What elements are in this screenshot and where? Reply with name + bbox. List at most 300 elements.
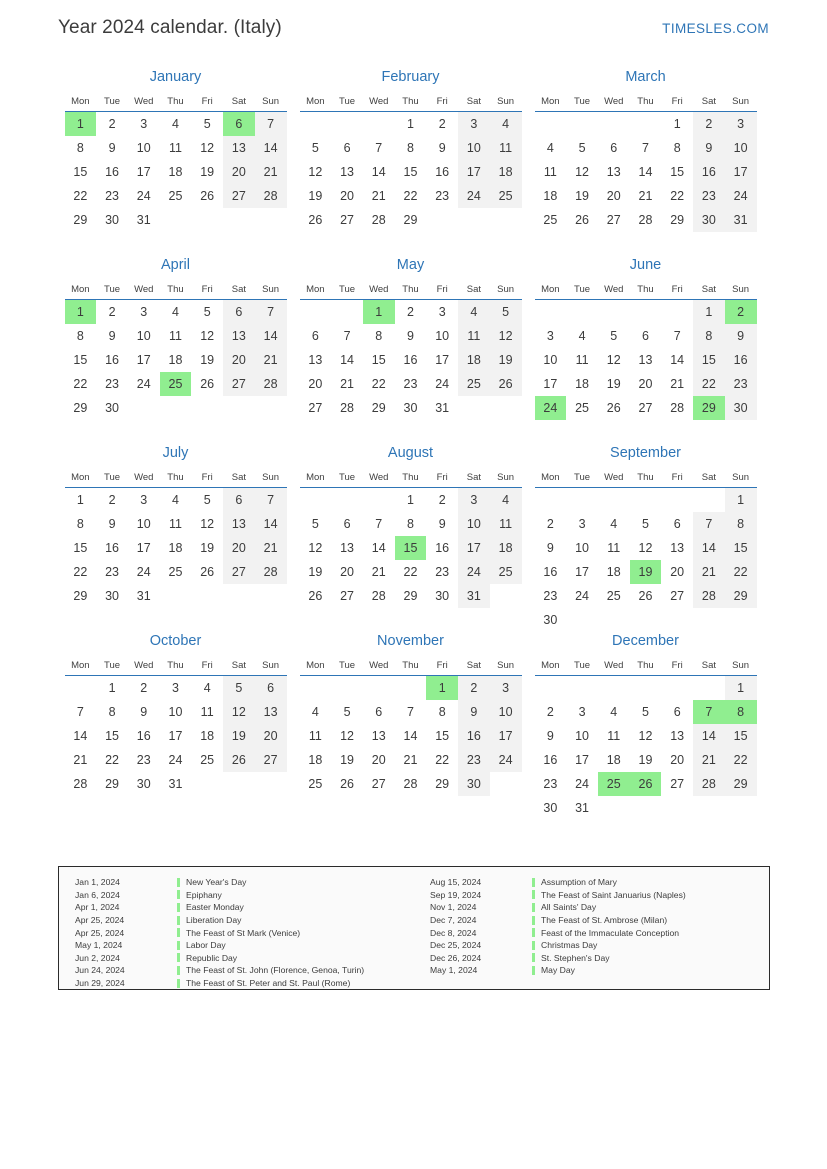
day-cell[interactable]: 23 — [543, 777, 558, 791]
day-cell[interactable]: 2 — [693, 112, 725, 137]
day-cell[interactable]: 12 — [308, 541, 323, 555]
day-cell[interactable]: 19 — [200, 165, 215, 179]
day-cell[interactable]: 19 — [606, 377, 621, 391]
day-cell[interactable]: 3 — [458, 488, 490, 513]
day-cell[interactable]: 7 — [375, 517, 383, 531]
day-cell[interactable]: 21 — [340, 377, 354, 391]
day-cell[interactable]: 3 — [140, 493, 148, 507]
day-cell[interactable]: 17 — [543, 377, 558, 391]
day-cell[interactable]: 2 — [108, 493, 116, 507]
day-cell[interactable]: 6 — [343, 517, 351, 531]
day-cell[interactable]: 12 — [340, 729, 354, 743]
day-cell[interactable]: 5 — [223, 676, 255, 701]
day-cell[interactable]: 16 — [105, 165, 119, 179]
day-cell[interactable]: 25 — [168, 565, 183, 579]
day-cell[interactable]: 9 — [438, 517, 446, 531]
day-cell[interactable]: 3 — [438, 305, 446, 319]
day-cell[interactable]: 4 — [171, 117, 179, 131]
day-cell[interactable]: 10 — [136, 329, 151, 343]
day-cell[interactable]: 9 — [108, 141, 116, 155]
day-cell[interactable]: 12 — [490, 324, 522, 348]
day-cell[interactable]: 23 — [105, 189, 119, 203]
day-cell[interactable]: 13 — [340, 541, 354, 555]
day-cell[interactable]: 23 — [458, 748, 490, 772]
day-cell[interactable]: 9 — [458, 700, 490, 724]
day-cell[interactable]: 22 — [403, 565, 418, 579]
day-cell[interactable]: 16 — [105, 541, 119, 555]
day-cell[interactable]: 29 — [435, 777, 450, 791]
day-cell[interactable]: 19 — [490, 348, 522, 372]
day-cell[interactable]: 14 — [73, 729, 88, 743]
day-cell[interactable]: 7 — [673, 329, 681, 343]
day-cell[interactable]: 29 — [73, 213, 88, 227]
day-cell[interactable]: 26 — [606, 401, 621, 415]
day-cell[interactable]: 14 — [371, 541, 386, 555]
day-cell[interactable]: 22 — [371, 377, 386, 391]
day-cell[interactable]: 25 — [606, 589, 621, 603]
day-cell[interactable]: 21 — [255, 536, 287, 560]
day-cell[interactable]: 12 — [200, 141, 215, 155]
day-cell[interactable]: 1 — [725, 676, 757, 701]
day-cell[interactable]: 18 — [543, 189, 558, 203]
day-cell[interactable]: 28 — [638, 213, 653, 227]
day-cell[interactable]: 29 — [403, 589, 418, 603]
day-cell[interactable]: 16 — [435, 541, 450, 555]
day-cell[interactable]: 9 — [438, 141, 446, 155]
day-cell[interactable]: 21 — [73, 753, 88, 767]
day-cell[interactable]: 30 — [435, 589, 450, 603]
day-cell-holiday[interactable]: 19 — [630, 560, 662, 584]
day-cell[interactable]: 6 — [673, 517, 681, 531]
day-cell[interactable]: 3 — [171, 681, 179, 695]
day-cell[interactable]: 20 — [223, 160, 255, 184]
day-cell[interactable]: 9 — [725, 324, 757, 348]
day-cell[interactable]: 30 — [105, 213, 119, 227]
day-cell[interactable]: 13 — [606, 165, 621, 179]
day-cell[interactable]: 22 — [725, 560, 757, 584]
day-cell[interactable]: 8 — [673, 141, 681, 155]
day-cell[interactable]: 29 — [105, 777, 119, 791]
day-cell[interactable]: 18 — [168, 353, 183, 367]
day-cell[interactable]: 20 — [638, 377, 653, 391]
day-cell[interactable]: 11 — [168, 329, 182, 343]
day-cell[interactable]: 31 — [168, 777, 183, 791]
day-cell[interactable]: 24 — [575, 589, 589, 603]
day-cell[interactable]: 21 — [638, 189, 653, 203]
day-cell[interactable]: 12 — [200, 517, 215, 531]
day-cell[interactable]: 20 — [223, 348, 255, 372]
day-cell[interactable]: 3 — [490, 676, 522, 701]
day-cell[interactable]: 5 — [490, 300, 522, 325]
day-cell[interactable]: 25 — [490, 184, 522, 208]
day-cell[interactable]: 6 — [255, 676, 287, 701]
day-cell[interactable]: 9 — [406, 329, 414, 343]
day-cell[interactable]: 21 — [255, 160, 287, 184]
day-cell[interactable]: 24 — [490, 748, 522, 772]
day-cell-holiday[interactable]: 25 — [598, 772, 630, 796]
day-cell[interactable]: 10 — [575, 541, 589, 555]
day-cell[interactable]: 25 — [543, 213, 558, 227]
day-cell[interactable]: 8 — [725, 512, 757, 536]
day-cell[interactable]: 18 — [606, 565, 621, 579]
day-cell[interactable]: 13 — [223, 512, 255, 536]
day-cell[interactable]: 20 — [340, 565, 354, 579]
day-cell[interactable]: 11 — [607, 729, 621, 743]
day-cell-holiday[interactable]: 24 — [535, 396, 567, 420]
day-cell[interactable]: 29 — [403, 213, 418, 227]
day-cell[interactable]: 21 — [693, 748, 725, 772]
day-cell[interactable]: 24 — [725, 184, 757, 208]
day-cell[interactable]: 5 — [343, 705, 351, 719]
day-cell[interactable]: 27 — [638, 401, 653, 415]
day-cell[interactable]: 7 — [343, 329, 351, 343]
day-cell[interactable]: 13 — [223, 136, 255, 160]
day-cell[interactable]: 24 — [136, 565, 151, 579]
day-cell[interactable]: 27 — [371, 777, 386, 791]
day-cell[interactable]: 26 — [308, 589, 323, 603]
day-cell[interactable]: 4 — [311, 705, 319, 719]
day-cell[interactable]: 16 — [725, 348, 757, 372]
day-cell[interactable]: 24 — [136, 189, 151, 203]
day-cell[interactable]: 4 — [171, 493, 179, 507]
day-cell[interactable]: 10 — [136, 517, 151, 531]
day-cell[interactable]: 10 — [168, 705, 183, 719]
day-cell[interactable]: 23 — [403, 377, 418, 391]
day-cell[interactable]: 28 — [73, 777, 88, 791]
day-cell[interactable]: 6 — [641, 329, 649, 343]
day-cell[interactable]: 10 — [543, 353, 558, 367]
day-cell[interactable]: 26 — [223, 748, 255, 772]
day-cell[interactable]: 29 — [725, 584, 757, 608]
day-cell[interactable]: 27 — [670, 589, 685, 603]
day-cell[interactable]: 7 — [255, 300, 287, 325]
day-cell[interactable]: 17 — [575, 565, 589, 579]
day-cell[interactable]: 20 — [371, 753, 386, 767]
day-cell[interactable]: 4 — [578, 329, 586, 343]
day-cell[interactable]: 24 — [168, 753, 183, 767]
day-cell[interactable]: 14 — [340, 353, 354, 367]
day-cell[interactable]: 5 — [641, 517, 649, 531]
day-cell[interactable]: 17 — [725, 160, 757, 184]
day-cell[interactable]: 9 — [108, 329, 116, 343]
day-cell[interactable]: 6 — [223, 300, 255, 325]
day-cell-holiday[interactable]: 8 — [725, 700, 757, 724]
day-cell[interactable]: 15 — [73, 165, 88, 179]
day-cell[interactable]: 23 — [435, 189, 450, 203]
day-cell[interactable]: 14 — [255, 136, 287, 160]
day-cell[interactable]: 7 — [641, 141, 649, 155]
day-cell[interactable]: 6 — [311, 329, 319, 343]
day-cell[interactable]: 5 — [203, 117, 211, 131]
day-cell[interactable]: 11 — [168, 517, 182, 531]
day-cell[interactable]: 3 — [578, 517, 586, 531]
day-cell-holiday[interactable]: 29 — [693, 396, 725, 420]
day-cell[interactable]: 11 — [458, 324, 490, 348]
day-cell[interactable]: 3 — [546, 329, 554, 343]
day-cell[interactable]: 22 — [435, 753, 450, 767]
day-cell[interactable]: 7 — [255, 112, 287, 137]
day-cell[interactable]: 26 — [200, 189, 215, 203]
day-cell[interactable]: 20 — [606, 189, 621, 203]
day-cell[interactable]: 4 — [610, 705, 618, 719]
day-cell[interactable]: 19 — [638, 753, 653, 767]
day-cell[interactable]: 1 — [673, 117, 681, 131]
day-cell-holiday[interactable]: 1 — [363, 300, 395, 325]
day-cell[interactable]: 30 — [543, 613, 558, 627]
day-cell[interactable]: 11 — [308, 729, 322, 743]
day-cell[interactable]: 7 — [76, 705, 84, 719]
day-cell[interactable]: 12 — [223, 700, 255, 724]
day-cell[interactable]: 19 — [340, 753, 354, 767]
day-cell[interactable]: 28 — [255, 560, 287, 584]
day-cell[interactable]: 13 — [638, 353, 653, 367]
day-cell[interactable]: 22 — [105, 753, 119, 767]
day-cell[interactable]: 7 — [406, 705, 414, 719]
day-cell[interactable]: 31 — [136, 589, 151, 603]
day-cell[interactable]: 27 — [670, 777, 685, 791]
day-cell[interactable]: 16 — [136, 729, 151, 743]
day-cell[interactable]: 1 — [725, 488, 757, 513]
day-cell[interactable]: 17 — [435, 353, 450, 367]
day-cell[interactable]: 12 — [575, 165, 589, 179]
day-cell[interactable]: 5 — [311, 517, 319, 531]
day-cell[interactable]: 28 — [403, 777, 418, 791]
day-cell[interactable]: 8 — [406, 141, 414, 155]
day-cell[interactable]: 10 — [490, 700, 522, 724]
day-cell[interactable]: 14 — [670, 353, 685, 367]
day-cell[interactable]: 26 — [575, 213, 589, 227]
day-cell[interactable]: 25 — [575, 401, 589, 415]
day-cell[interactable]: 20 — [340, 189, 354, 203]
day-cell[interactable]: 4 — [490, 488, 522, 513]
day-cell[interactable]: 30 — [543, 801, 558, 815]
day-cell[interactable]: 23 — [435, 565, 450, 579]
day-cell[interactable]: 17 — [168, 729, 183, 743]
day-cell[interactable]: 11 — [543, 165, 557, 179]
day-cell[interactable]: 4 — [458, 300, 490, 325]
day-cell[interactable]: 5 — [203, 305, 211, 319]
day-cell[interactable]: 4 — [490, 112, 522, 137]
day-cell[interactable]: 27 — [223, 184, 255, 208]
day-cell[interactable]: 2 — [438, 117, 446, 131]
day-cell[interactable]: 2 — [438, 493, 446, 507]
day-cell[interactable]: 15 — [725, 536, 757, 560]
day-cell[interactable]: 17 — [136, 165, 151, 179]
day-cell[interactable]: 1 — [406, 117, 414, 131]
day-cell[interactable]: 11 — [490, 136, 522, 160]
day-cell[interactable]: 27 — [308, 401, 323, 415]
day-cell[interactable]: 28 — [670, 401, 685, 415]
day-cell[interactable]: 15 — [725, 724, 757, 748]
day-cell[interactable]: 11 — [607, 541, 621, 555]
day-cell[interactable]: 23 — [725, 372, 757, 396]
day-cell[interactable]: 13 — [371, 729, 386, 743]
day-cell[interactable]: 24 — [136, 377, 151, 391]
day-cell[interactable]: 8 — [375, 329, 383, 343]
day-cell[interactable]: 3 — [458, 112, 490, 137]
day-cell[interactable]: 7 — [255, 488, 287, 513]
day-cell[interactable]: 9 — [693, 136, 725, 160]
day-cell[interactable]: 8 — [438, 705, 446, 719]
day-cell[interactable]: 28 — [371, 589, 386, 603]
day-cell[interactable]: 31 — [458, 584, 490, 608]
day-cell[interactable]: 2 — [108, 117, 116, 131]
day-cell[interactable]: 6 — [223, 488, 255, 513]
day-cell[interactable]: 19 — [223, 724, 255, 748]
day-cell[interactable]: 6 — [610, 141, 618, 155]
day-cell[interactable]: 27 — [340, 213, 354, 227]
day-cell-holiday[interactable]: 1 — [426, 676, 458, 701]
day-cell[interactable]: 26 — [200, 565, 215, 579]
day-cell[interactable]: 18 — [575, 377, 589, 391]
day-cell[interactable]: 7 — [693, 512, 725, 536]
day-cell[interactable]: 9 — [546, 729, 554, 743]
day-cell[interactable]: 29 — [73, 589, 88, 603]
day-cell[interactable]: 1 — [76, 493, 84, 507]
day-cell[interactable]: 15 — [435, 729, 450, 743]
day-cell[interactable]: 14 — [255, 324, 287, 348]
day-cell[interactable]: 15 — [73, 541, 88, 555]
day-cell[interactable]: 13 — [670, 541, 685, 555]
day-cell[interactable]: 13 — [255, 700, 287, 724]
day-cell-holiday[interactable]: 15 — [395, 536, 427, 560]
day-cell[interactable]: 21 — [371, 189, 386, 203]
day-cell[interactable]: 25 — [200, 753, 215, 767]
day-cell[interactable]: 3 — [140, 117, 148, 131]
day-cell[interactable]: 14 — [693, 724, 725, 748]
day-cell[interactable]: 24 — [575, 777, 589, 791]
day-cell-holiday[interactable]: 2 — [725, 300, 757, 325]
day-cell[interactable]: 14 — [638, 165, 653, 179]
day-cell[interactable]: 5 — [610, 329, 618, 343]
day-cell[interactable]: 24 — [458, 560, 490, 584]
day-cell[interactable]: 19 — [308, 565, 323, 579]
day-cell-holiday[interactable]: 6 — [223, 112, 255, 137]
day-cell[interactable]: 3 — [140, 305, 148, 319]
day-cell[interactable]: 28 — [693, 584, 725, 608]
day-cell[interactable]: 27 — [223, 560, 255, 584]
day-cell[interactable]: 18 — [308, 753, 323, 767]
day-cell[interactable]: 4 — [546, 141, 554, 155]
day-cell[interactable]: 12 — [606, 353, 621, 367]
day-cell[interactable]: 11 — [200, 705, 214, 719]
day-cell[interactable]: 10 — [725, 136, 757, 160]
day-cell[interactable]: 28 — [255, 184, 287, 208]
day-cell[interactable]: 21 — [670, 377, 685, 391]
day-cell[interactable]: 20 — [308, 377, 323, 391]
day-cell[interactable]: 7 — [375, 141, 383, 155]
day-cell[interactable]: 17 — [490, 724, 522, 748]
day-cell[interactable]: 16 — [435, 165, 450, 179]
day-cell[interactable]: 30 — [105, 401, 119, 415]
day-cell-holiday[interactable]: 1 — [65, 300, 97, 325]
day-cell[interactable]: 9 — [546, 541, 554, 555]
day-cell[interactable]: 2 — [108, 305, 116, 319]
day-cell[interactable]: 21 — [403, 753, 418, 767]
day-cell[interactable]: 26 — [638, 589, 653, 603]
day-cell[interactable]: 10 — [435, 329, 450, 343]
day-cell[interactable]: 31 — [725, 208, 757, 232]
day-cell[interactable]: 10 — [458, 136, 490, 160]
day-cell[interactable]: 4 — [203, 681, 211, 695]
day-cell[interactable]: 15 — [670, 165, 685, 179]
day-cell[interactable]: 26 — [340, 777, 354, 791]
day-cell[interactable]: 28 — [255, 372, 287, 396]
day-cell[interactable]: 19 — [575, 189, 589, 203]
day-cell[interactable]: 22 — [73, 565, 88, 579]
day-cell[interactable]: 30 — [403, 401, 418, 415]
day-cell[interactable]: 16 — [403, 353, 418, 367]
day-cell[interactable]: 2 — [458, 676, 490, 701]
day-cell[interactable]: 9 — [140, 705, 148, 719]
day-cell[interactable]: 10 — [136, 141, 151, 155]
day-cell[interactable]: 6 — [375, 705, 383, 719]
day-cell[interactable]: 5 — [203, 493, 211, 507]
day-cell[interactable]: 16 — [543, 753, 558, 767]
day-cell[interactable]: 23 — [136, 753, 151, 767]
day-cell[interactable]: 18 — [490, 536, 522, 560]
day-cell[interactable]: 22 — [693, 372, 725, 396]
day-cell[interactable]: 20 — [223, 536, 255, 560]
day-cell[interactable]: 10 — [458, 512, 490, 536]
day-cell[interactable]: 14 — [255, 512, 287, 536]
day-cell[interactable]: 25 — [458, 372, 490, 396]
day-cell[interactable]: 21 — [693, 560, 725, 584]
day-cell[interactable]: 5 — [311, 141, 319, 155]
day-cell-holiday[interactable]: 1 — [65, 112, 97, 137]
day-cell[interactable]: 18 — [606, 753, 621, 767]
day-cell[interactable]: 28 — [693, 772, 725, 796]
day-cell[interactable]: 29 — [670, 213, 685, 227]
day-cell[interactable]: 9 — [108, 517, 116, 531]
day-cell[interactable]: 17 — [575, 753, 589, 767]
day-cell[interactable]: 29 — [73, 401, 88, 415]
day-cell[interactable]: 21 — [255, 348, 287, 372]
day-cell[interactable]: 17 — [136, 353, 151, 367]
day-cell[interactable]: 29 — [725, 772, 757, 796]
day-cell[interactable]: 27 — [223, 372, 255, 396]
day-cell[interactable]: 13 — [223, 324, 255, 348]
day-cell[interactable]: 22 — [73, 377, 88, 391]
day-cell[interactable]: 8 — [693, 324, 725, 348]
day-cell[interactable]: 26 — [200, 377, 215, 391]
day-cell[interactable]: 30 — [458, 772, 490, 796]
day-cell[interactable]: 1 — [406, 493, 414, 507]
day-cell[interactable]: 15 — [403, 165, 418, 179]
day-cell[interactable]: 14 — [403, 729, 418, 743]
day-cell[interactable]: 13 — [308, 353, 323, 367]
day-cell[interactable]: 13 — [340, 165, 354, 179]
day-cell[interactable]: 10 — [575, 729, 589, 743]
day-cell-holiday[interactable]: 7 — [693, 700, 725, 724]
day-cell[interactable]: 6 — [673, 705, 681, 719]
day-cell[interactable]: 30 — [693, 208, 725, 232]
day-cell[interactable]: 14 — [371, 165, 386, 179]
day-cell[interactable]: 11 — [168, 141, 182, 155]
day-cell[interactable]: 23 — [105, 377, 119, 391]
day-cell[interactable]: 8 — [76, 329, 84, 343]
day-cell[interactable]: 19 — [200, 541, 215, 555]
day-cell-holiday[interactable]: 25 — [160, 372, 192, 396]
day-cell[interactable]: 2 — [546, 705, 554, 719]
day-cell[interactable]: 26 — [490, 372, 522, 396]
day-cell[interactable]: 19 — [200, 353, 215, 367]
day-cell[interactable]: 18 — [168, 541, 183, 555]
day-cell-holiday[interactable]: 26 — [630, 772, 662, 796]
day-cell[interactable]: 12 — [638, 541, 653, 555]
day-cell[interactable]: 17 — [458, 536, 490, 560]
day-cell[interactable]: 14 — [693, 536, 725, 560]
